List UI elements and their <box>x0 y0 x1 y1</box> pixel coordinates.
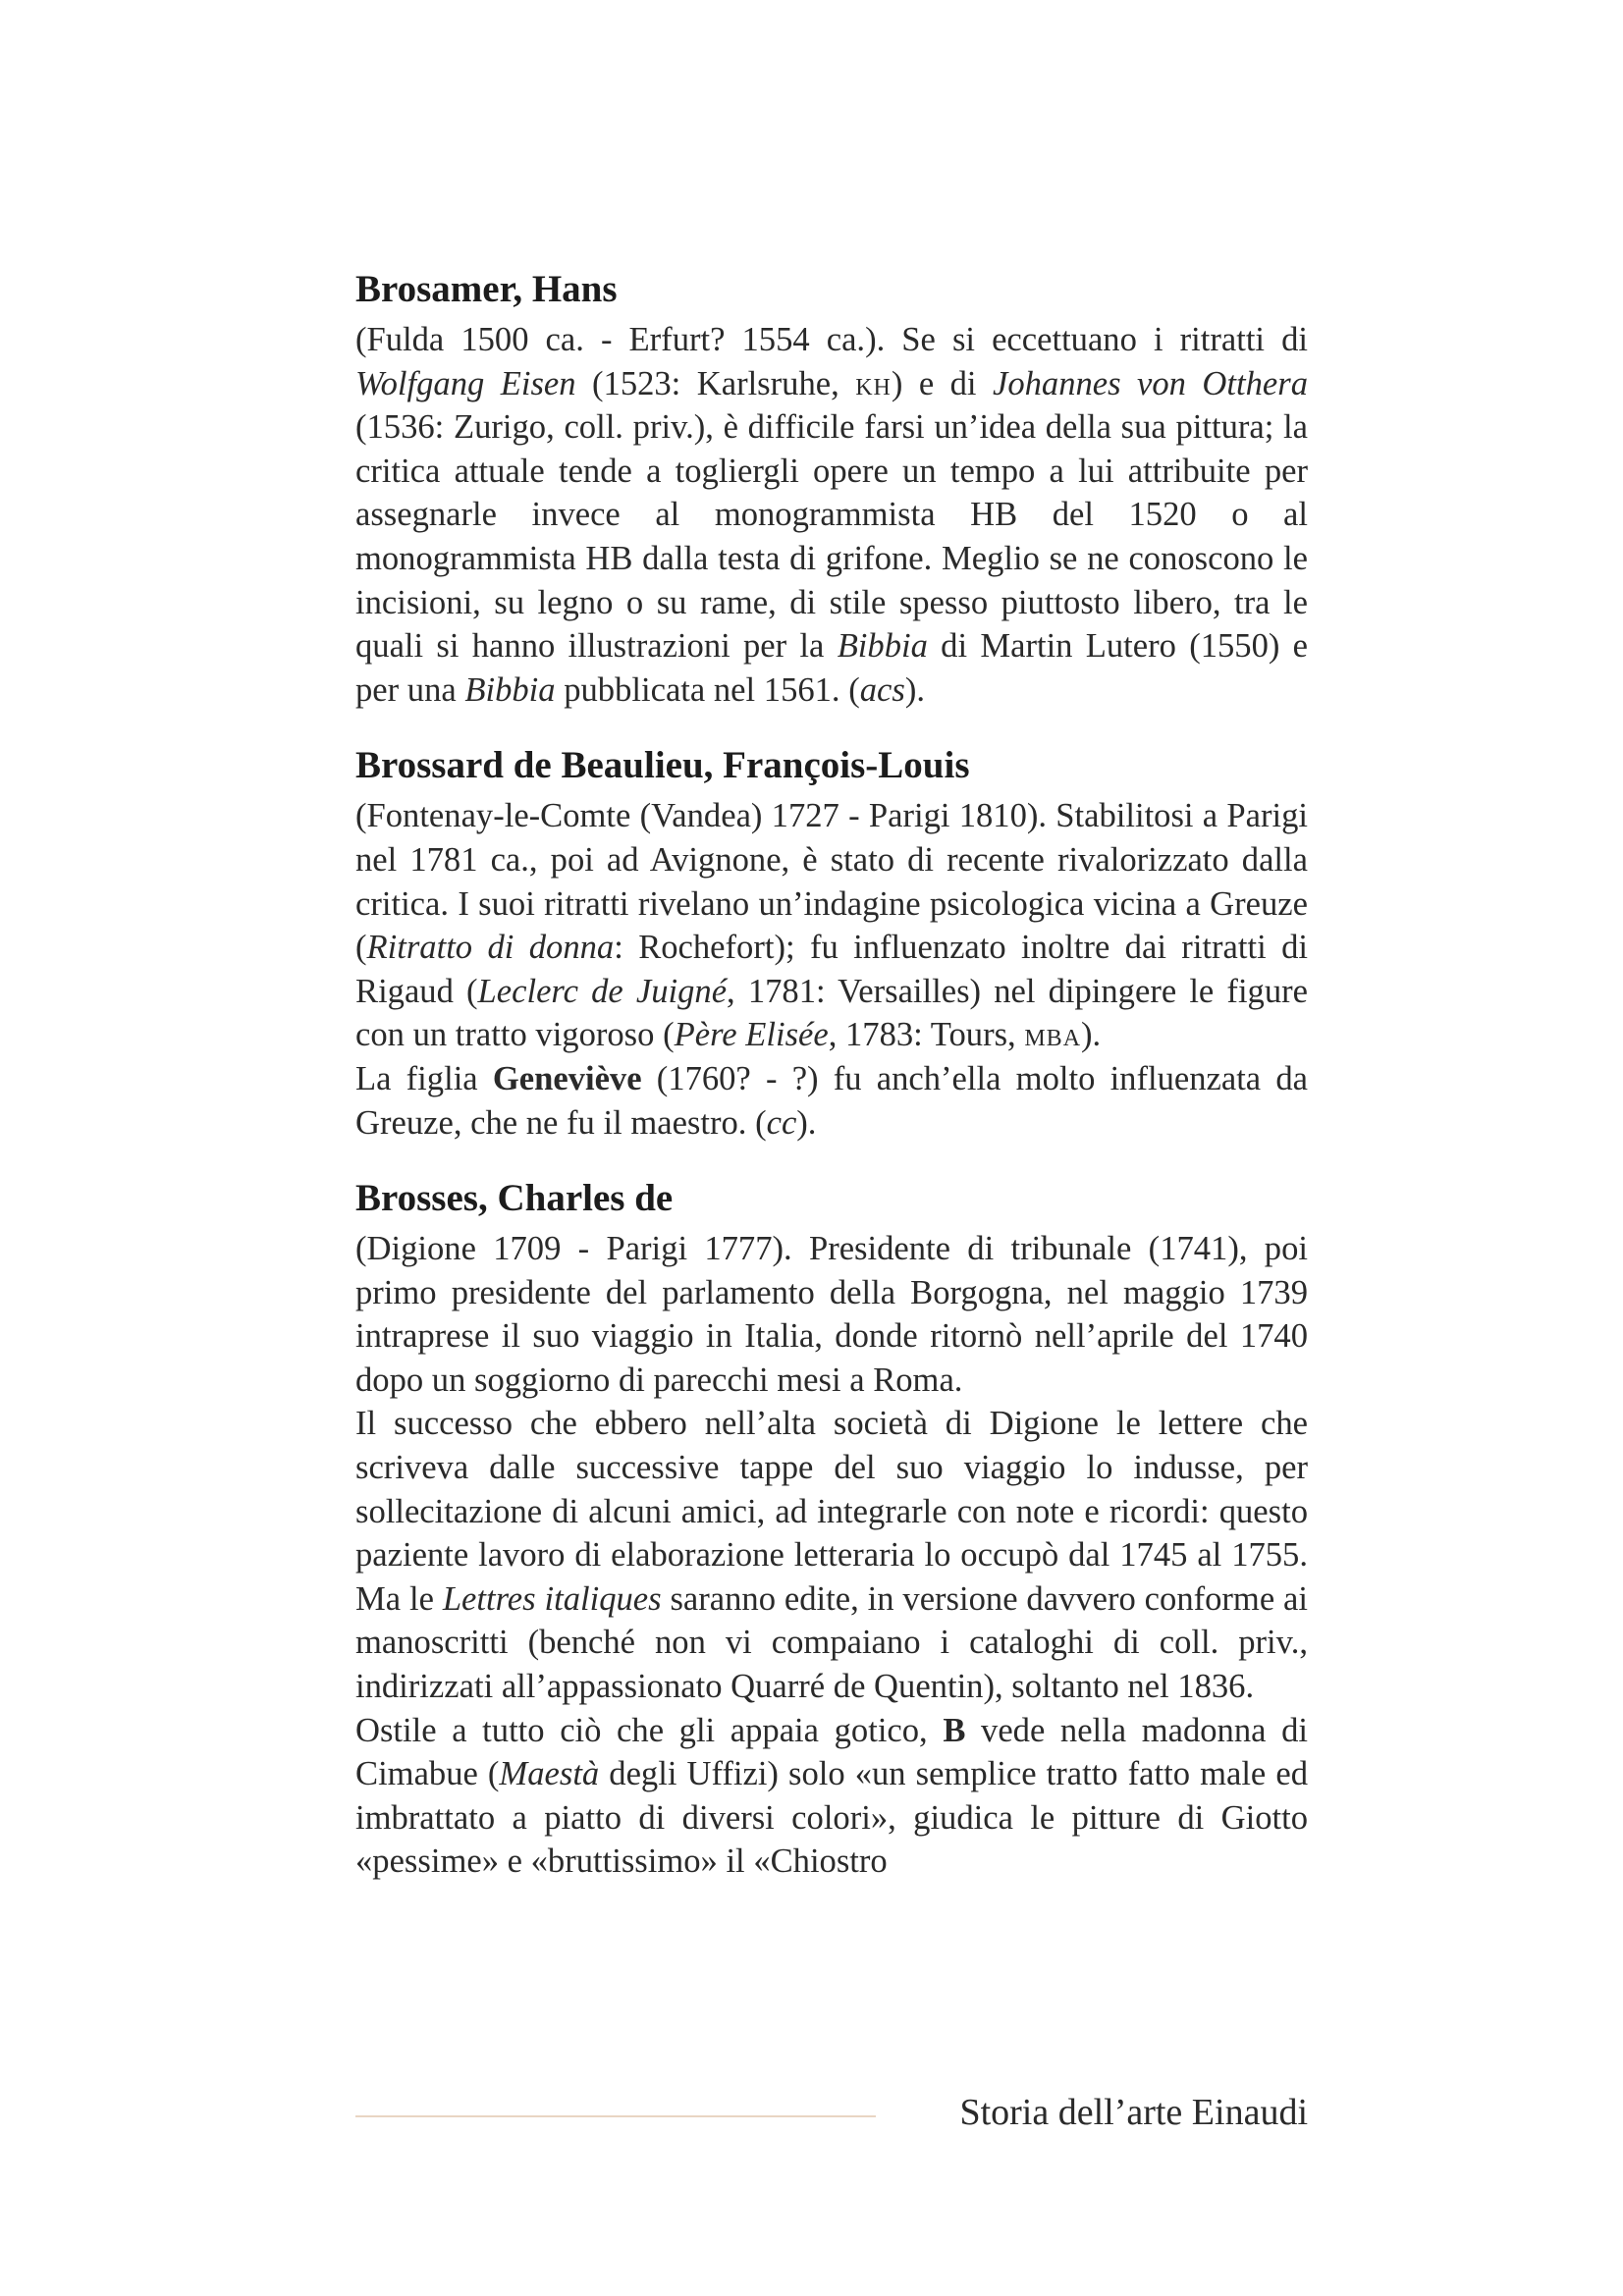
entry-paragraph <box>355 318 1308 712</box>
italic-run: Ritratto di donna <box>366 929 615 967</box>
page-body <box>355 265 1308 1884</box>
footer-title: Storia dell’arte Einaudi <box>959 2092 1308 2133</box>
text-run: , 1783: Tours, <box>828 1016 1025 1054</box>
entry-paragraph <box>355 1057 1308 1145</box>
italic-run: Wolfgang Eisen <box>355 364 576 402</box>
bold-run: Geneviève <box>492 1059 642 1097</box>
text-run: Ostile a tutto ciò che gli appaia gotico, <box>355 1711 944 1749</box>
entry-paragraph <box>355 1709 1308 1884</box>
entry-paragraph <box>355 1402 1308 1708</box>
italic-run: Bibbia <box>837 627 928 666</box>
italic-run: cc <box>766 1103 797 1142</box>
page-footer <box>355 2085 1308 2140</box>
text-run: , 1781: Versailles) nel dipingere le figure con un tratto vigoroso ( <box>355 972 1308 1054</box>
smallcaps-run: mba <box>1024 1016 1082 1054</box>
text-run: (1760? - ?) fu anch’ella molto influenzata da Greuze, che ne fu il maestro. ( <box>355 1059 1308 1142</box>
italic-run: Maestà <box>499 1755 600 1793</box>
text-run: ). <box>1081 1016 1102 1054</box>
text-run: (Fulda 1500 ca. - Erfurt? 1554 ca.). Se si eccettuano i ritratti di <box>355 321 1308 358</box>
entry-paragraph <box>355 794 1308 1057</box>
text-run: ) e di <box>891 364 993 402</box>
entry-brosses <box>355 1174 1308 1884</box>
text-run: di Martin Lutero (1550) e per una <box>355 627 1309 709</box>
italic-run: Bibbia <box>464 670 556 709</box>
italic-run: Lettres italiques <box>442 1579 662 1618</box>
entry-brosamer <box>355 265 1308 712</box>
bold-run: B <box>943 1711 966 1749</box>
text-run: pubblicata nel 1561. ( <box>555 670 860 709</box>
entry-paragraph <box>355 1227 1308 1402</box>
text-run: (1536: Zurigo, coll. priv.), è difficile farsi un’idea della sua pittura; la critica attuale tende a togliergli opere un tempo a lui attribuite per assegnarle invece al monogrammista HB del 1520 o al monogrammista HB dalla testa di grifone. Meglio se ne conoscono le incisioni, su legno o su rame, di stile spesso piuttosto libero, tra le quali si hanno illustrazioni per la <box>355 408 1308 666</box>
smallcaps-run: kh <box>855 364 892 402</box>
italic-run: Leclerc de Juigné <box>477 972 728 1010</box>
footer-rule <box>355 2115 876 2117</box>
text-run: saranno edite, in versione davvero conforme ai manoscritti (benché non vi compaiano i cataloghi di coll. priv., indirizzati all’appassionato Quarré de Quentin), soltanto nel 1836. <box>355 1579 1309 1706</box>
text-run: Il successo che ebbero nell’alta società di Digione le lettere che scriveva dalle successive tappe del suo viaggio lo indusse, per sollecitazione di alcuni amici, ad integrarle con note e ricordi: questo paziente lavoro di elaborazione letteraria lo occupò dal 1745 al 1755. Ma le <box>355 1405 1308 1618</box>
text-run: : Rochefort); fu influenzato inoltre dai ritratti di Rigaud ( <box>355 929 1308 1010</box>
text-run: La figlia <box>355 1059 493 1097</box>
italic-run: Johannes von Otthera <box>992 364 1308 402</box>
entry-title: Brossard de Beaulieu, François-Louis <box>355 744 970 787</box>
entry-title: Brosamer, Hans <box>355 268 618 310</box>
text-run: (1523: Karlsruhe, <box>575 364 856 402</box>
text-run: (Fontenay-le-Comte (Vandea) 1727 - Parigi 1810). Stabilitosi a Parigi nel 1781 ca., poi ad Avignone, è stato di recente rivalorizzato dalla critica. I suoi ritratti rivelano un’indagine psicologica vicina a Greuze ( <box>355 797 1308 967</box>
entry-brossard-de-beaulieu <box>355 741 1308 1145</box>
entry-title: Brosses, Charles de <box>355 1177 674 1220</box>
text-run: vede nella madonna di Cimabue ( <box>355 1711 1308 1793</box>
text-run: ). <box>904 670 926 709</box>
text-run: ). <box>796 1103 817 1142</box>
italic-run: Père Elisée <box>674 1016 829 1054</box>
italic-run: acs <box>859 670 905 709</box>
text-run: degli Uffizi) solo «un semplice tratto fatto male ed imbrattato a piatto di diversi colori», giudica le pitture di Giotto «pessime» e «bruttissimo» il «Chiostro <box>355 1755 1308 1881</box>
text-run: (Digione 1709 - Parigi 1777). Presidente di tribunale (1741), poi primo presidente del parlamento della Borgogna, nel maggio 1739 intraprese il suo viaggio in Italia, donde ritornò nell’aprile del 1740 dopo un soggiorno di parecchi mesi a Roma. <box>355 1230 1308 1399</box>
